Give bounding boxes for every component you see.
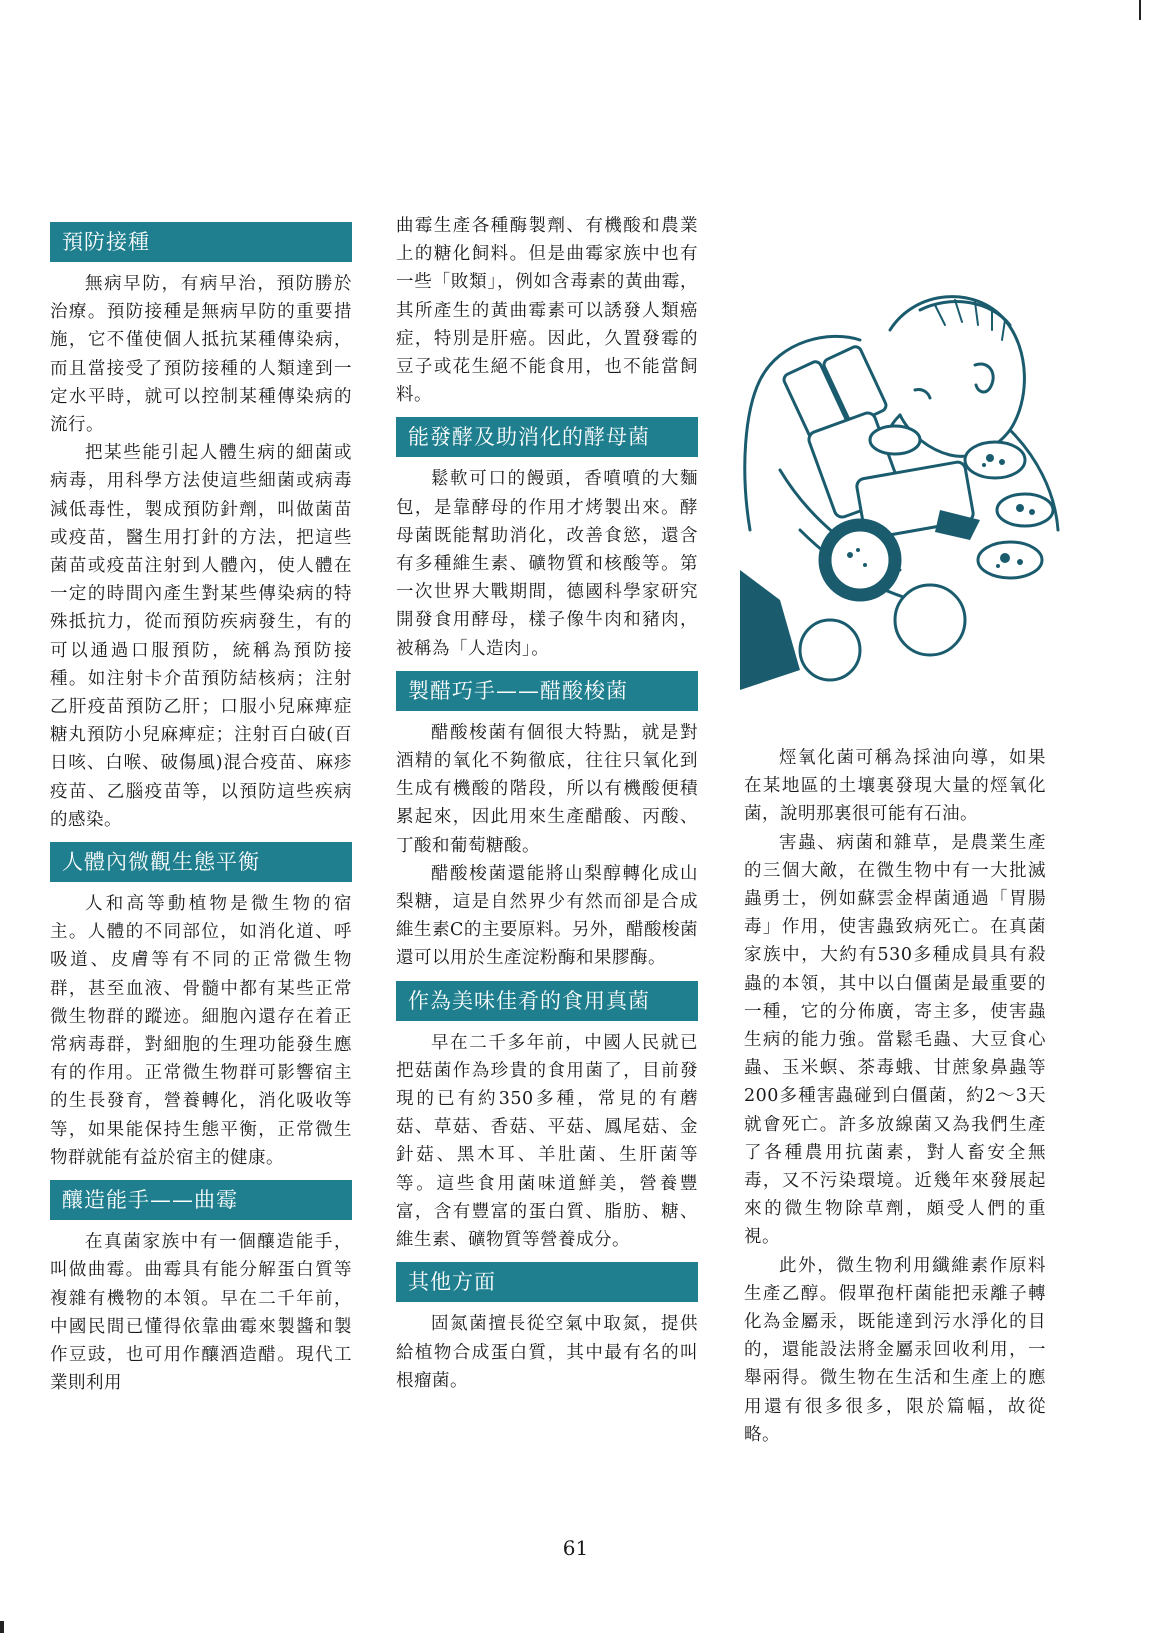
section-heading-acetobacter: 製醋巧手——醋酸梭菌 [396, 671, 698, 711]
paragraph: 醋酸梭菌有個很大特點，就是對酒精的氧化不夠徹底，往往只氧化到生成有機酸的階段，所以有機酸便積累起來，因此用來生產醋酸、丙酸、丁酸和葡萄糖酸。 [396, 722, 698, 856]
paragraph: 烴氧化菌可稱為採油向導，如果在某地區的土壤裏發現大量的烴氧化菌，說明那裏很可能有石油。 [744, 748, 1046, 825]
paragraph: 早在二千多年前，中國人民就已把菇菌作為珍貴的食用菌了，目前發現的已有約350多種，常見的有蘑菇、草菇、香菇、平菇、鳳尾菇、金針菇、黑木耳、羊肚菌、生肝菌等等。這些食用菌味道鮮美，營養豐富，含有豐富的蛋白質、脂肪、糖、維生素、礦物質等營養成分。 [396, 1032, 698, 1251]
paragraph: 害蟲、病菌和雜草，是農業生產的三個大敵，在微生物中有一大批滅蟲勇士，例如蘇雲金桿菌通過「胃腸毒」作用，使害蟲致病死亡。在真菌家族中，大約有530多種成員具有殺蟲的本領，其中以白僵菌是最重要的一種，它的分佈廣，寄主多，使害蟲生病的能力強。當鬆毛蟲、大豆食心蟲、玉米螟、茶毒蛾、甘蔗象鼻蟲等200多種害蟲碰到白僵菌，約2～3天就會死亡。許多放線菌又為我們生產了各種農用抗菌素，對人畜安全無毒，又不污染環境。近幾年來發展起來的微生物除草劑，頗受人們的重視。 [744, 832, 1046, 1248]
section-heading-other: 其他方面 [396, 1262, 698, 1302]
paragraph: 固氮菌擅長從空氣中取氮，提供給植物合成蛋白質，其中最有名的叫根瘤菌。 [396, 1314, 698, 1391]
paragraph: 人和高等動植物是微生物的宿主。人體的不同部位，如消化道、呼吸道、皮膚等有不同的正常微生物群，甚至血液、骨髓中都有某些正常微生物群的蹤迹。細胞內還存在着正常病毒群，對細胞的生理功能發生應有的作用。正常微生物群可影響宿主的生長發育，營養轉化，消化吸收等等，如果能保持生態平衡，正常微生物群就能有益於宿主的健康。 [50, 894, 352, 1168]
column-left [50, 222, 352, 1397]
section-heading-vaccination: 預防接種 [50, 222, 352, 262]
page-number: 61 [562, 1536, 589, 1560]
column-middle [396, 212, 698, 1395]
paragraph: 鬆軟可口的饅頭，香噴噴的大麵包，是靠酵母的作用才烤製出來。酵母菌既能幫助消化，改善食慾，還含有多種維生素、礦物質和核酸等。第一次世界大戰期間，德國科學家研究開發食用酵母，樣子像牛肉和豬肉，被稱為「人造肉」。 [396, 469, 698, 659]
section-heading-yeast: 能發酵及助消化的酵母菌 [396, 417, 698, 457]
paragraph: 在真菌家族中有一個釀造能手，叫做曲霉。曲霉具有能分解蛋白質等複雜有機物的本領。早在二千年前，中國民間已懂得依靠曲霉來製醬和製作豆豉，也可用作釀酒造醋。現代工業則利用 [50, 1232, 352, 1394]
paragraph: 此外，微生物利用纖維素作原料生產乙醇。假單孢杆菌能把汞離子轉化為金屬汞，既能達到污水淨化的目的，還能設法將金屬汞回收利用，一舉兩得。微生物在生活和生產上的應用還有很多很多，限於篇幅，故從略。 [744, 1255, 1046, 1445]
paragraph: 把某些能引起人體生病的細菌或病毒，用科學方法使這些細菌或病毒減低毒性，製成預防針劑，叫做菌苗或疫苗，醫生用打針的方法，把這些菌苗或疫苗注射到人體內，使人體在一定的時間內產生對某些傳染病的特殊抵抗力，從而預防疾病發生，有的可以通過口服預防，統稱為預防接種。如注射卡介苗預防結核病；注射乙肝疫苗預防乙肝；口服小兒麻痺症糖丸預防小兒麻痺症；注射百白破(百日咳、白喉、破傷風)混合疫苗、麻疹疫苗、乙腦疫苗等，以預防這些疾病的感染。 [50, 443, 352, 830]
scientist-microscope-illustration [740, 270, 1060, 700]
paragraph: 無病早防，有病早治，預防勝於治療。預防接種是無病早防的重要措施，它不僅使個人抵抗某種傳染病，而且當接受了預防接種的人類達到一定水平時，就可以控制某種傳染病的流行。 [50, 274, 352, 436]
column-right [744, 744, 1046, 1449]
paragraph: 曲霉生產各種酶製劑、有機酸和農業上的糖化飼料。但是曲霉家族中也有一些「敗類」，例如含毒素的黃曲霉，其所產生的黃曲霉素可以誘發人類癌症，特別是肝癌。因此，久置發霉的豆子或花生絕不能食用，也不能當飼料。 [396, 216, 698, 406]
section-heading-micro-ecology: 人體內微觀生態平衡 [50, 842, 352, 882]
section-heading-aspergillus: 釀造能手——曲霉 [50, 1180, 352, 1220]
registration-mark [0, 1621, 4, 1633]
registration-mark [1139, 0, 1141, 20]
section-heading-edible-fungi: 作為美味佳肴的食用真菌 [396, 981, 698, 1021]
paragraph: 醋酸梭菌還能將山梨醇轉化成山梨糖，這是自然界少有然而卻是合成維生素C的主要原料。另外，醋酸梭菌還可以用於生產淀粉酶和果膠酶。 [396, 863, 698, 969]
